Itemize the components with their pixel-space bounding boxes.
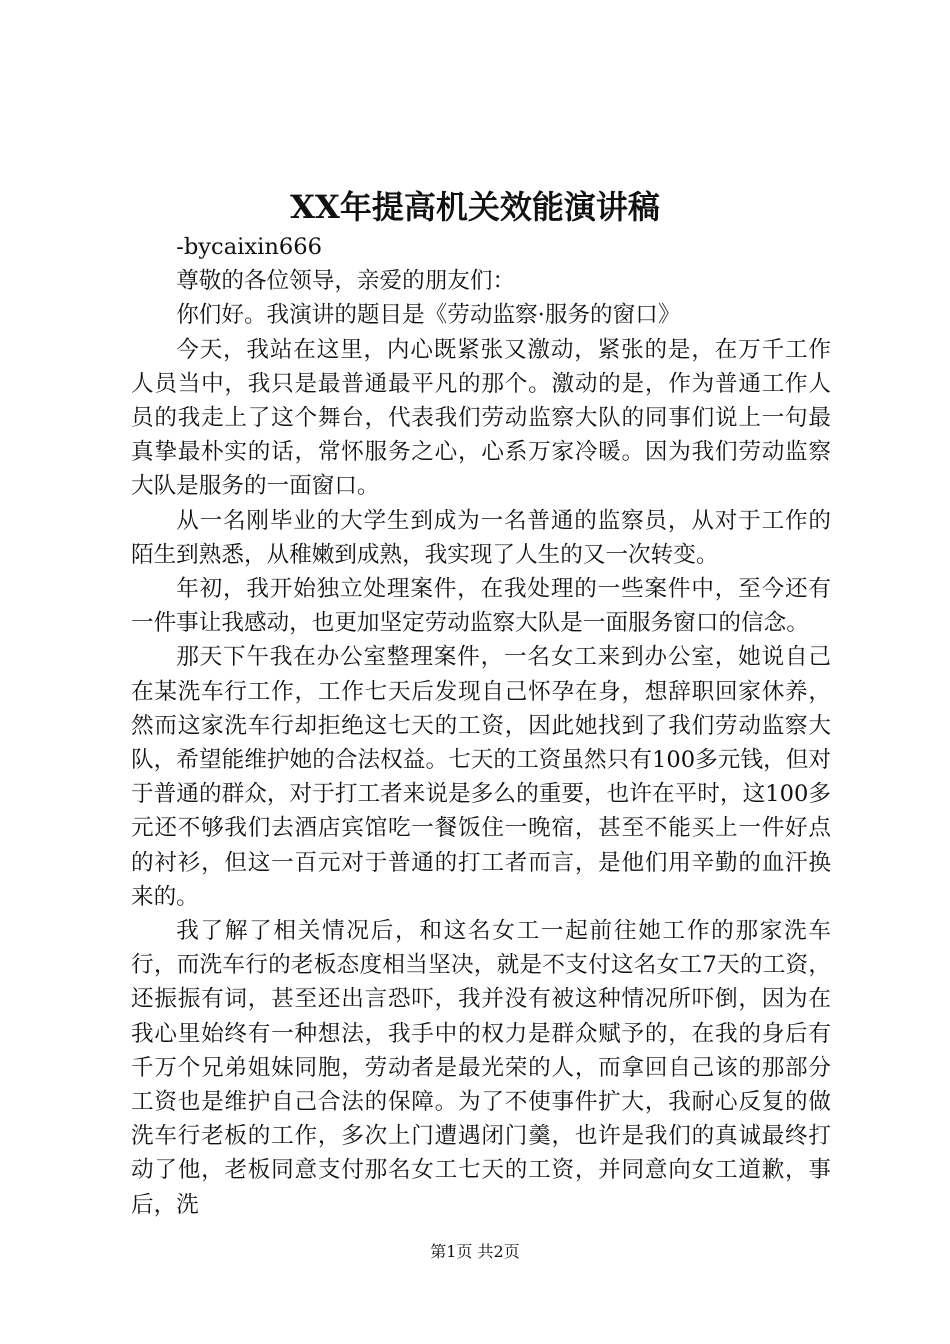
body-paragraph: 今天，我站在这里，内心既紧张又激动，紧张的是，在万千工作人员当中，我只是最普通最平凡的那个。激动的是，作为普通工作人员的我走上了这个舞台，代表我们劳动监察大队的同事们说上一句最真挚最朴实的话，常怀服务之心，心系万家冷暖。因为我们劳动监察大队是服务的一面窗口。 [131,336,831,500]
body-paragraph: 我了解了相关情况后，和这名女工一起前往她工作的那家洗车行，而洗车行的老板态度相当坚决，就是不支付这名女工7天的工资，还振振有词，甚至还出言恐吓，我并没有被这种情况所吓倒，因为在我心里始终有一种想法，我手中的权力是群众赋予的，在我的身后有千万个兄弟姐妹同胞，劳动者是最光荣的人，而拿回自己该的那部分工资也是维护自己合法的保障。为了不使事件扩大，我耐心反复的做洗车行老板的工作，多次上门遭遇闭门羹，也许是我们的真诚最终打动了他，老板同意支付那名女工七天的工资，并同意向女工道歉，事后，洗 [131,918,831,1218]
page-footer [0,1240,950,1264]
document-body [131,230,831,1222]
document-title: XX年提高机关效能演讲稿 [290,188,660,226]
salutation: 尊敬的各位领导，亲爱的朋友们： [176,268,516,295]
page-number: 第1页 [430,1242,473,1261]
page-total: 共2页 [477,1242,520,1261]
body-paragraph: 那天下午我在办公室整理案件，一名女工来到办公室，她说自己在某洗车行工作，工作七天后发现自己怀孕在身，想辞职回家休养，然而这家洗车行却拒绝这七天的工资，因此她找到了我们劳动监察大队，希望能维护她的合法权益。七天的工资虽然只有100多元钱，但对于普通的群众，对于打工者来说是多么的重要，也许在平时，这100多元还不够我们去酒店宾馆吃一餐饭住一晚宿，甚至不能买上一件好点的衬衫，但这一百元对于普通的打工者而言，是他们用辛勤的血汗换来的。 [131,644,831,910]
greeting-paragraph: 你们好。我演讲的题目是《劳动监察·服务的窗口》 [176,302,681,329]
author-line: -bycaixin666 [176,234,323,260]
body-paragraph: 从一名刚毕业的大学生到成为一名普通的监察员，从对于工作的陌生到熟悉，从稚嫩到成熟，我实现了人生的又一次转变。 [131,507,831,568]
body-paragraph: 年初，我开始独立处理案件，在我处理的一些案件中，至今还有一件事让我感动，也更加坚定劳动监察大队是一面服务窗口的信念。 [131,576,831,637]
